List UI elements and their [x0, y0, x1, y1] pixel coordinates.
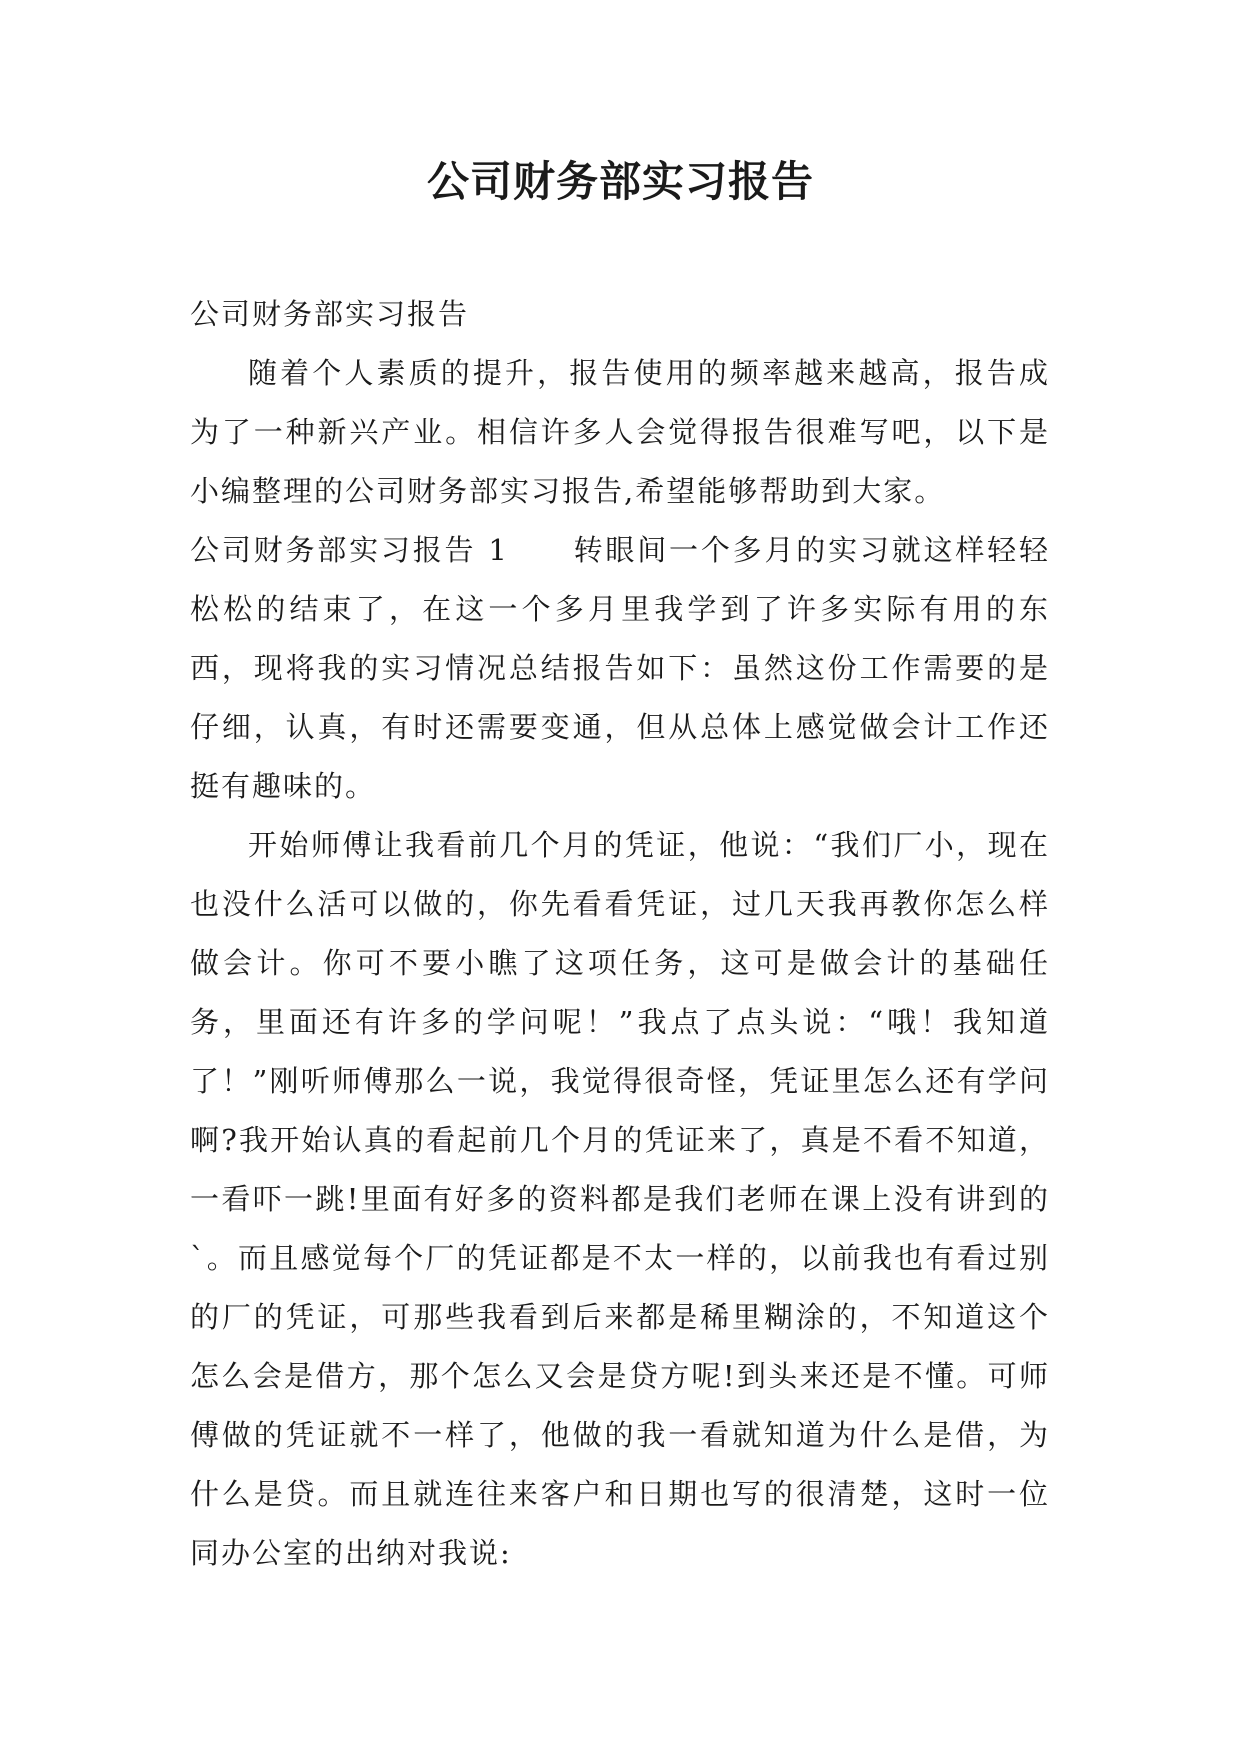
document-title: 公司财务部实习报告	[426, 157, 814, 206]
section-text: 转眼间一个多月的实习就这样轻轻松松的结束了，在这一个多月里我学到了许多实际有用的东西，现将我的实习情况总结报告如下：虽然这份工作需要的是仔细，认真，有时还需要变通，但从总体上感觉做会计工作还挺有趣味的。	[190, 533, 1050, 803]
paragraph-2: 开始师傅让我看前几个月的凭证，他说：“我们厂小，现在也没什么活可以做的，你先看看凭证，过几天我再教你怎么样做会计。你可不要小瞧了这项任务，这可是做会计的基础任务，里面还有许多的学问呢！”我点了点头说：“哦！我知道了！”刚听师傅那么一说，我觉得很奇怪，凭证里怎么还有学问啊?我开始认真的看起前几个月的凭证来了，真是不看不知道，一看吓一跳!里面有好多的资料都是我们老师在课上没有讲到的`。而且感觉每个厂的凭证都是不太一样的，以前我也有看过别的厂的凭证，可那些我看到后来都是稀里糊涂的，不知道这个怎么会是借方，那个怎么又会是贷方呢!到头来还是不懂。可师傅做的凭证就不一样了，他做的我一看就知道为什么是借，为什么是贷。而且就连往来客户和日期也写的很清楚，这时一位同办公室的出纳对我说:	[190, 828, 1050, 1570]
document-body	[190, 285, 1050, 1583]
section-heading: 公司财务部实习报告 1	[190, 533, 509, 567]
document-subtitle: 公司财务部实习报告	[190, 297, 470, 331]
section-1-paragraph	[190, 521, 1050, 816]
intro-paragraph: 随着个人素质的提升，报告使用的频率越来越高，报告成为了一种新兴产业。相信许多人会觉得报告很难写吧，以下是小编整理的公司财务部实习报告,希望能够帮助到大家。	[190, 356, 1050, 508]
